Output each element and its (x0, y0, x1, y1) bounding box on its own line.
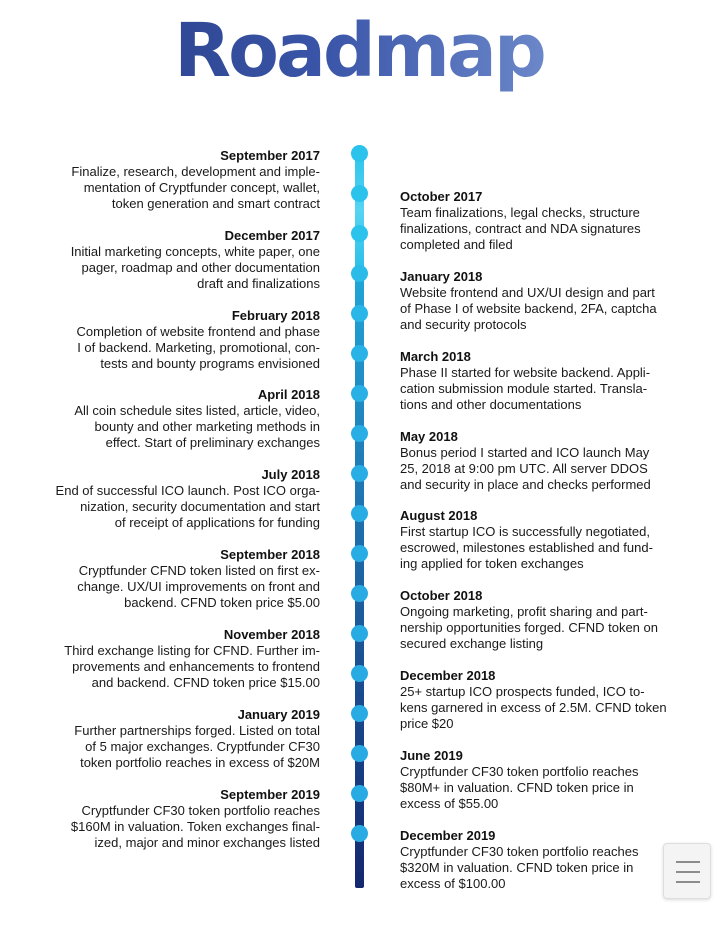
timeline-dot (351, 585, 368, 602)
entry-date: October 2017 (400, 189, 483, 204)
entry-text: Third exchange listing for CFND. Further im- provements and enhancements to frontend and backend. CFND token price $15.00 (64, 643, 320, 690)
timeline-dot (351, 185, 368, 202)
roadmap-entry-right (400, 348, 690, 413)
entry-date: December 2019 (400, 828, 496, 843)
roadmap-entry-right (400, 587, 690, 652)
entry-date: December 2018 (400, 668, 496, 683)
entry-text: Website frontend and UX/UI design and part of Phase I of website backend, 2FA, captcha and security protocols (400, 285, 657, 332)
roadmap-entry-right (400, 667, 690, 732)
entry-date: August 2018 (400, 508, 478, 523)
hamburger-menu-icon (676, 871, 700, 873)
entry-text: Initial marketing concepts, white paper, one pager, roadmap and other documentation draft and finalizations (70, 244, 320, 291)
roadmap-entry-right (400, 507, 690, 572)
entry-text: Cryptfunder CF30 token portfolio reaches $160M in valuation. Token exchanges final- ized, major and minor exchanges listed (70, 803, 320, 850)
entry-text: Bonus period I started and ICO launch May 25, 2018 at 9:00 pm UTC. All server DDOS and security in place and checks performed (400, 445, 651, 492)
entry-text: Completion of website frontend and phase I of backend. Marketing, promotional, con- tests and bounty programs envisioned (76, 324, 320, 371)
entry-text: All coin schedule sites listed, article, video, bounty and other marketing methods in effect. Start of preliminary exchanges (74, 403, 320, 450)
entry-date: April 2018 (257, 387, 320, 402)
roadmap-entry-left (30, 386, 320, 451)
timeline-dot (351, 465, 368, 482)
entry-text: Finalize, research, development and imple- mentation of Cryptfunder concept, wallet, token generation and smart contract (71, 164, 320, 211)
roadmap-entry-right (400, 428, 690, 493)
entry-date: January 2019 (237, 707, 320, 722)
entry-date: February 2018 (231, 308, 320, 323)
page-title: Roadmap (0, 6, 718, 96)
timeline-dot (351, 665, 368, 682)
roadmap-entry-left (30, 626, 320, 691)
menu-button[interactable] (663, 843, 711, 899)
entry-text: Further partnerships forged. Listed on total of 5 major exchanges. Cryptfunder CF30 token portfolio reaches in excess of $20M (74, 723, 320, 770)
entry-date: January 2018 (400, 269, 483, 284)
entry-text: Ongoing marketing, profit sharing and part- nership opportunities forged. CFND token on secured exchange listing (400, 604, 658, 651)
entry-date: September 2019 (220, 787, 320, 802)
timeline-dot (351, 145, 368, 162)
timeline-dot (351, 745, 368, 762)
entry-date: October 2018 (400, 588, 483, 603)
timeline-dot (351, 785, 368, 802)
roadmap-entry-left (30, 786, 320, 851)
timeline-dot (351, 825, 368, 842)
timeline-dot (351, 425, 368, 442)
entry-text: End of successful ICO launch. Post ICO orga- nization, security documentation and start of receipt of applications for funding (55, 483, 320, 530)
timeline-dot (351, 305, 368, 322)
entry-date: March 2018 (400, 349, 471, 364)
entry-text: Phase II started for website backend. Appli- cation submission module started. Transla- tions and other documentations (400, 365, 651, 412)
entry-date: September 2018 (220, 547, 320, 562)
entry-text: Cryptfunder CF30 token portfolio reaches $320M in valuation. CFND token price in excess of $100.00 (400, 844, 639, 891)
roadmap-entry-left (30, 227, 320, 292)
roadmap-entry-left (30, 546, 320, 611)
roadmap-entry-left (30, 307, 320, 372)
entry-date: December 2017 (224, 228, 320, 243)
timeline-dot (351, 705, 368, 722)
entry-text: Cryptfunder CFND token listed on first ex- change. UX/UI improvements on front and backend. CFND token price $5.00 (77, 563, 320, 610)
roadmap-entry-right (400, 747, 690, 812)
roadmap-entry-left (30, 706, 320, 771)
timeline-dot (351, 265, 368, 282)
hamburger-menu-icon (676, 881, 700, 883)
hamburger-menu-icon (676, 861, 700, 863)
entry-text: Team finalizations, legal checks, structure finalizations, contract and NDA signatures completed and filed (400, 205, 641, 252)
timeline-dot (351, 385, 368, 402)
timeline-line-top (355, 150, 364, 270)
timeline-dot (351, 545, 368, 562)
roadmap-entry-right (400, 827, 690, 892)
entry-date: May 2018 (400, 429, 458, 444)
roadmap-entry-right (400, 188, 690, 253)
entry-date: June 2019 (400, 748, 463, 763)
timeline-dot (351, 345, 368, 362)
roadmap-entry-left (30, 466, 320, 531)
entry-text: Cryptfunder CF30 token portfolio reaches $80M+ in valuation. CFND token price in excess of $55.00 (400, 764, 639, 811)
entry-date: September 2017 (220, 148, 320, 163)
entry-date: July 2018 (261, 467, 320, 482)
entry-text: First startup ICO is successfully negotiated, escrowed, milestones established and fund- ing applied for token exchanges (400, 524, 653, 571)
roadmap-entry-right (400, 268, 690, 333)
entry-text: 25+ startup ICO prospects funded, ICO to- kens garnered in excess of 2.5M. CFND token price $20 (400, 684, 667, 731)
roadmap-entry-left (30, 147, 320, 212)
timeline-dot (351, 505, 368, 522)
entry-date: November 2018 (223, 627, 320, 642)
timeline-dot (351, 625, 368, 642)
timeline-dot (351, 225, 368, 242)
